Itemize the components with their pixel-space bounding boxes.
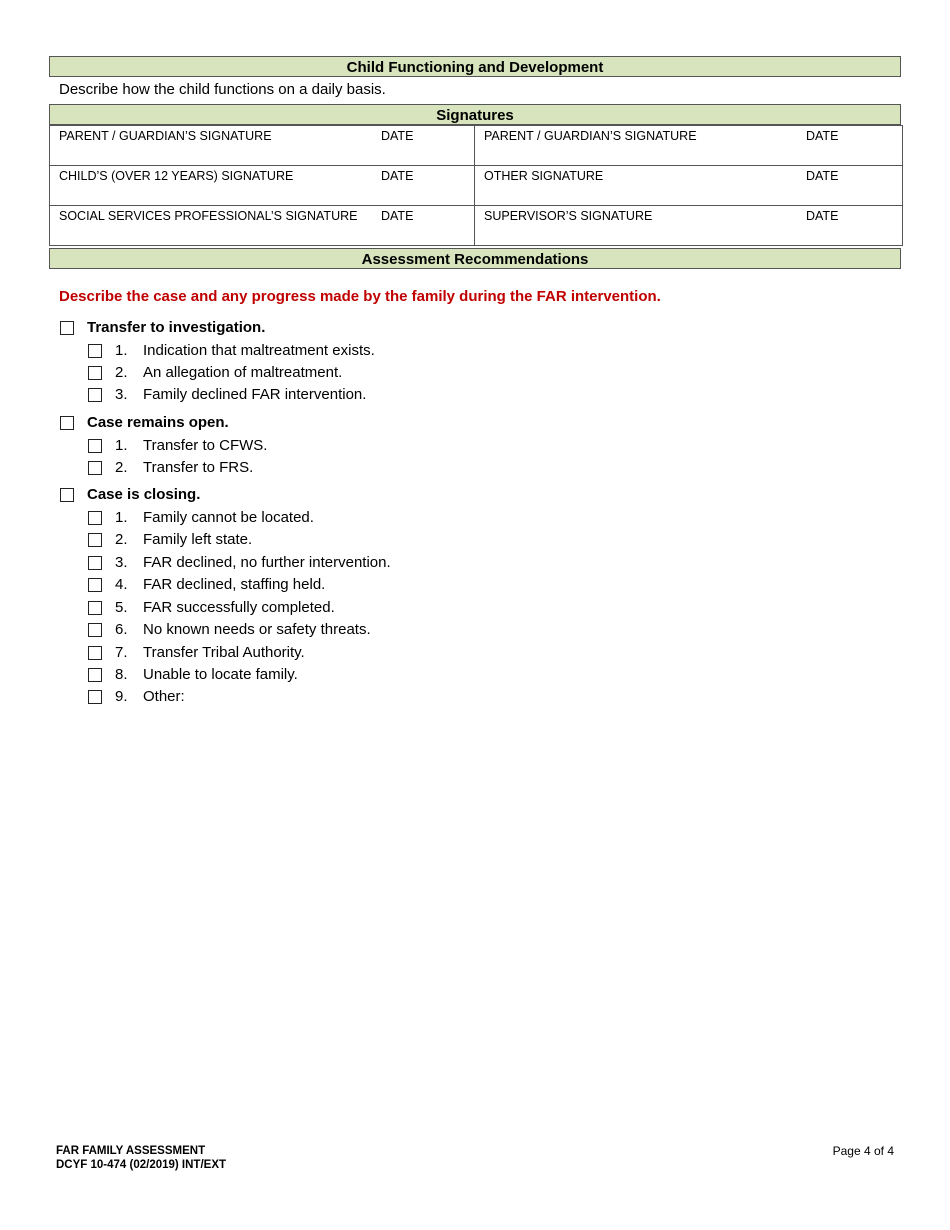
option-label: FAR successfully completed. — [143, 599, 335, 616]
date-label: DATE — [381, 169, 414, 183]
date-label: DATE — [806, 129, 839, 143]
checkbox-option[interactable] — [88, 439, 102, 453]
option-number: 4. — [115, 576, 128, 593]
signature-cell-other[interactable] — [475, 166, 903, 206]
signature-cell-supervisor[interactable] — [475, 206, 903, 246]
child-functioning-description: Describe how the child functions on a daily basis. — [59, 81, 386, 98]
signature-label: PARENT / GUARDIAN’S SIGNATURE — [59, 129, 272, 143]
option-number: 2. — [115, 364, 128, 381]
checkbox-option[interactable] — [88, 511, 102, 525]
signature-cell-parent-guardian-2[interactable] — [475, 126, 903, 166]
section-header-child-functioning: Child Functioning and Development — [49, 56, 901, 77]
checkbox-option[interactable] — [88, 344, 102, 358]
option-number: 3. — [115, 386, 128, 403]
checkbox-option[interactable] — [88, 388, 102, 402]
signature-label: SOCIAL SERVICES PROFESSIONAL’S SIGNATURE — [59, 209, 358, 223]
option-label: No known needs or safety threats. — [143, 621, 371, 638]
signature-label: OTHER SIGNATURE — [484, 169, 604, 183]
checkbox-option[interactable] — [88, 461, 102, 475]
option-label: FAR declined, no further intervention. — [143, 554, 391, 571]
signature-cell-child[interactable] — [50, 166, 475, 206]
footer-form-number: DCYF 10-474 (02/2019) INT/EXT — [56, 1159, 227, 1171]
option-number: 6. — [115, 621, 128, 638]
option-label: FAR declined, staffing held. — [143, 576, 326, 593]
option-label: Other: — [143, 688, 185, 705]
option-number: 7. — [115, 644, 128, 661]
date-label: DATE — [806, 209, 839, 223]
footer-form-title: FAR FAMILY ASSESSMENT — [56, 1145, 206, 1157]
footer-form-info — [56, 1144, 226, 1172]
checkbox-option[interactable] — [88, 601, 102, 615]
checkbox-option[interactable] — [88, 623, 102, 637]
group-label-transfer-to-investigation: Transfer to investigation. — [87, 319, 266, 336]
option-label: Family left state. — [143, 531, 253, 548]
section-header-signatures: Signatures — [49, 104, 901, 125]
date-label: DATE — [381, 129, 414, 143]
option-label: An allegation of maltreatment. — [143, 364, 343, 381]
signature-cell-parent-guardian-1[interactable] — [50, 126, 475, 166]
checkbox-option[interactable] — [88, 556, 102, 570]
signature-cell-social-services[interactable] — [50, 206, 475, 246]
case-progress-instruction: Describe the case and any progress made by the family during the FAR intervention. — [59, 288, 661, 305]
option-label: Transfer to FRS. — [143, 459, 254, 476]
checkbox-case-remains-open[interactable] — [60, 416, 74, 430]
option-number: 3. — [115, 554, 128, 571]
date-label: DATE — [806, 169, 839, 183]
footer-page-number: Page 4 of 4 — [832, 1144, 894, 1158]
signature-row — [50, 126, 903, 166]
signature-label: PARENT / GUARDIAN’S SIGNATURE — [484, 129, 697, 143]
option-label: Family cannot be located. — [143, 509, 314, 526]
option-number: 2. — [115, 459, 128, 476]
signatures-table — [49, 125, 903, 246]
checkbox-option[interactable] — [88, 668, 102, 682]
date-label: DATE — [381, 209, 414, 223]
group-label-case-is-closing: Case is closing. — [87, 486, 201, 503]
checkbox-option[interactable] — [88, 646, 102, 660]
option-number: 2. — [115, 531, 128, 548]
option-number: 1. — [115, 437, 128, 454]
option-number: 5. — [115, 599, 128, 616]
option-label: Transfer Tribal Authority. — [143, 644, 305, 661]
option-number: 8. — [115, 666, 128, 683]
checkbox-option[interactable] — [88, 533, 102, 547]
signature-row — [50, 206, 903, 246]
checkbox-case-is-closing[interactable] — [60, 488, 74, 502]
checkbox-option[interactable] — [88, 366, 102, 380]
option-label: Family declined FAR intervention. — [143, 386, 367, 403]
option-number: 1. — [115, 509, 128, 526]
option-number: 1. — [115, 342, 128, 359]
signature-label: CHILD’S (OVER 12 YEARS) SIGNATURE — [59, 169, 294, 183]
checkbox-transfer-to-investigation[interactable] — [60, 321, 74, 335]
option-label: Indication that maltreatment exists. — [143, 342, 375, 359]
option-label: Unable to locate family. — [143, 666, 298, 683]
signature-row — [50, 166, 903, 206]
checkbox-option[interactable] — [88, 690, 102, 704]
group-label-case-remains-open: Case remains open. — [87, 414, 229, 431]
signature-label: SUPERVISOR’S SIGNATURE — [484, 209, 653, 223]
option-label: Transfer to CFWS. — [143, 437, 268, 454]
checkbox-option[interactable] — [88, 578, 102, 592]
option-number: 9. — [115, 688, 128, 705]
section-header-assessment-recommendations: Assessment Recommendations — [49, 248, 901, 269]
